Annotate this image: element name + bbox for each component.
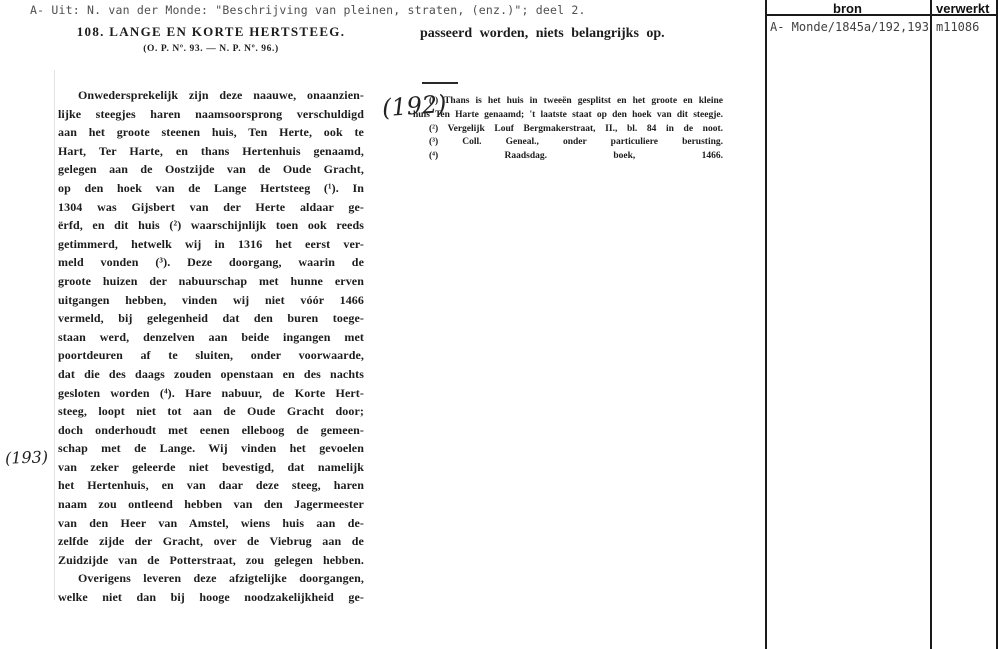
body-line: Zuidzijde van de Potterstraat, zou gelegen hebben. [58, 552, 364, 567]
body-line: vermeld, bij gelegenheid dat den buren toege- [58, 311, 364, 326]
body-line: dat die des daags zouden openstaan en des nachts [58, 366, 364, 381]
body-line: van den Heer van Amstel, wiens huis aan de- [58, 515, 364, 530]
body-line: doch onderhoudt met eenen elleboog de gemeen- [58, 422, 364, 437]
handwritten-page-number-193: (193) [4, 447, 49, 468]
body-line: zelfde zijde der Gracht, over de Viebrug aan de [58, 534, 364, 549]
footnote-line: (²) Vergelijk Louf Bergmakerstraat, II., bl. 84 in de noot. [429, 123, 723, 134]
article-title: 108. LANGE EN KORTE HERTSTEEG. [76, 24, 346, 39]
article-subtitle: (O. P. Nº. 93. — N. P. Nº. 96.) [143, 44, 279, 54]
footnote-line: huis Ten Harte genaamd; 't laatste staat op den hoek van dit steegje. [413, 109, 723, 120]
typed-source-header: A- Uit: N. van der Monde: "Beschrijving van pleinen, straten, (enz.)"; deel 2. [30, 3, 586, 17]
footnote-line: (¹) Thans is het huis in tweeën gesplitst en het groote en kleine [429, 96, 723, 106]
body-line: poortdeuren af te sluiten, onder voorwaarde, [58, 348, 364, 363]
table-header-bron: bron [833, 1, 862, 16]
body-lines [58, 86, 364, 607]
footnote-line: (³) Coll. Geneal., onder particuliere berusting. [429, 137, 723, 148]
body-line: 1304 was Gijsbert van der Herte aldaar ge- [58, 199, 364, 214]
table-header-verwerkt: verwerkt [936, 1, 990, 16]
body-line: groote huizen der nabuurschap met hunne erven [58, 273, 364, 288]
body-line: Overigens leveren deze afzigtelijke doorgangen, [78, 571, 364, 586]
table-column-divider [930, 0, 932, 649]
body-line: gesloten worden (⁴). Hare nabuur, de Korte Hert- [58, 385, 364, 400]
footnote-lines [413, 95, 723, 164]
table-cell-bron: A- Monde/1845a/192,193 [770, 20, 929, 34]
article-heading-block [58, 24, 364, 54]
handwritten-page-number-192: (192) [381, 89, 448, 123]
body-line: steeg, loopt niet tot aan de Oude Gracht door; [58, 404, 364, 419]
body-line: van zeker geleerde niet bevestigd, dat namelijk [58, 459, 364, 474]
footnote-line: (⁴) Raadsdag. boek, 1466. [429, 151, 723, 162]
body-line: gelegen aan de Oostzijde van de Oude Gracht, [58, 162, 364, 177]
body-line: uitgangen hebben, vinden wij niet vóór 1466 [58, 292, 364, 307]
body-line: naam zou ontleend hebben van den Jagermeester [58, 497, 364, 512]
page-edge-artifact [54, 70, 55, 600]
body-line: welke niet dan bij hooge noodzakelijkheid ge- [58, 590, 364, 605]
body-line: aan het groote steenen huis, Ten Herte, ook te [58, 125, 364, 140]
body-line: staan werd, denzelven aan beide ingangen met [58, 329, 364, 344]
table-cell-verwerkt: m11086 [936, 20, 980, 34]
body-line: op den hoek van de Lange Hertsteeg (¹). In [58, 180, 364, 195]
footnote-rule [422, 82, 458, 84]
table-right-border [996, 0, 998, 649]
body-line: ërfd, en dit huis (²) waarschijnlijk toen ook reeds [58, 218, 364, 233]
body-line: het Hertenhuis, en van daar deze steeg, haren [58, 478, 364, 493]
body-line: Onwedersprekelijk zijn deze naauwe, onaanzien- [78, 88, 364, 102]
continuation-line: passeerd worden, niets belangrijks op. [420, 26, 665, 41]
body-line: lijke steegjes haren naamsoorsprong verschuldigd [58, 106, 364, 121]
body-line: Hart, Ter Harte, en thans Hertenhuis genaamd, [58, 143, 364, 158]
body-line: getimmerd, hetwelk wij in 1316 het eerst ver- [58, 236, 364, 251]
body-line: meld vonden (³). Deze doorgang, waarin de [58, 255, 364, 270]
table-left-border [765, 0, 767, 649]
body-line: schap met de Lange. Wij vinden het gevoelen [58, 441, 364, 456]
